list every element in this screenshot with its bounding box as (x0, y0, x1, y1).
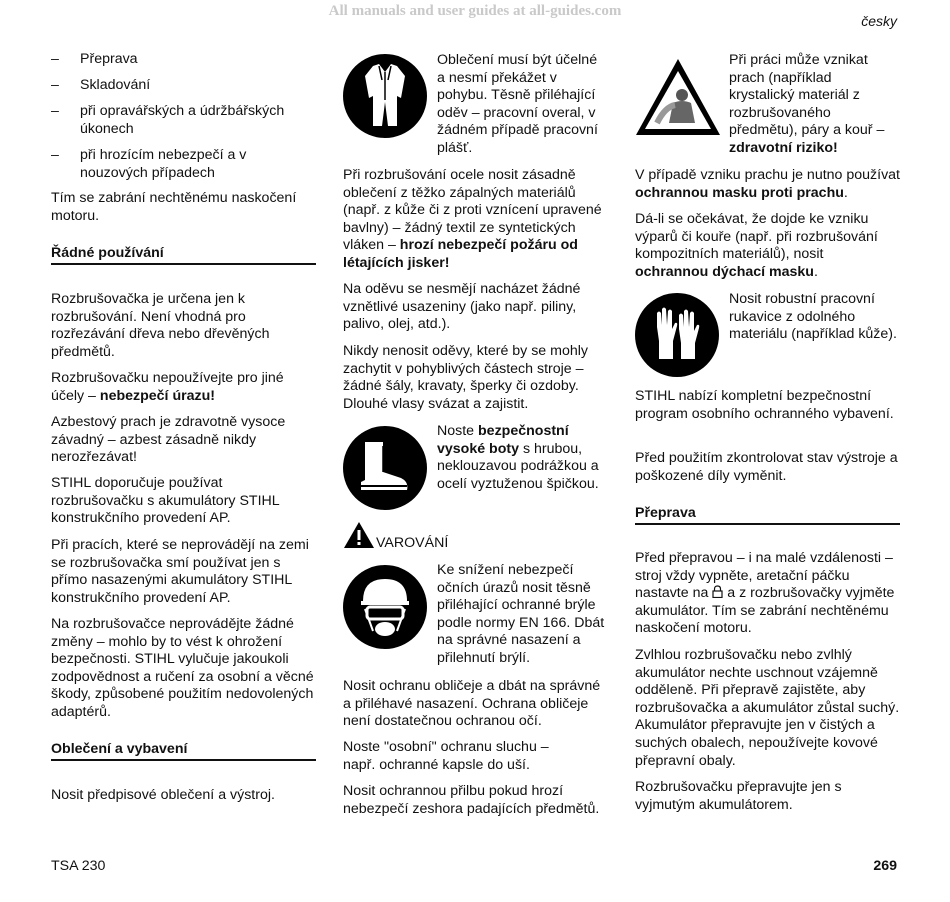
paragraph: Při pracích, které se neprovádějí na zemi se rozbrušovačka smí používat jen s přímo nasazenými akumulátory STIHL konstrukčního provedení AP. (51, 537, 309, 606)
paragraph: Nosit ochrannou přilbu pokud hrozí nebezpečí zeshora padajících předmětů. (343, 783, 600, 817)
language-label: česky (861, 13, 897, 29)
safety-boots-icon (343, 426, 427, 510)
paragraph: Rozbrušovačku nepoužívejte pro jiné účely – nebezpečí úrazu! (51, 370, 284, 404)
heading-rule (635, 523, 900, 525)
lock-icon (712, 585, 723, 598)
paragraph: Nikdy nenosit oděvy, které by se mohly zachytit v pohyblivých částech stroje – žádné šály, kravaty, šperky či ozdoby. Dlouhé vlasy svázat a zajistit. (343, 343, 588, 412)
paragraph: Noste "osobní" ochranu sluchu – např. ochranné kapsle do uší. (343, 739, 549, 773)
page-number: 269 (873, 858, 897, 874)
watermark: All manuals and user guides at all-guides.com (328, 3, 622, 19)
paragraph: Při rozbrušování ocele nosit zásadně oblečení z těžko zápalných materiálů (např. z kůže či z proti vznícení upravené bavlny) – žádný textil ze syntetických vláken – hrozí nebezpečí požáru od létajících jisker! (343, 167, 602, 271)
warning-label: VAROVÁNÍ (376, 535, 449, 551)
paragraph: Před použitím zkontrolovat stav výstroje a poškozené díly vyměnit. (635, 450, 898, 484)
heading-rule (51, 759, 316, 761)
section-heading-use: Řádné používání (51, 245, 164, 261)
paragraph: Na rozbrušovačce neprovádějte žádné změny – mohlo by to vést k ohrožení bezpečnosti. STIHL vylučuje jakoukoli zodpovědnost a ručení za osobní a věcné škody, způsobené použitím nedovolených adaptérů. (51, 616, 314, 720)
paragraph: Azbestový prach je zdravotně vysoce závadný – azbest zásadně nikdy nerozřezávat! (51, 414, 286, 466)
paragraph: Dá-li se očekávat, že dojde ke vzniku výparů či kouře (např. při rozbrušování kompozitních materiálů), nosit ochrannou dýchací masku. (635, 211, 878, 280)
paragraph: Při práci může vznikat prach (například krystalický materiál z rozbrušovaného předmětu), páry a kouř – zdravotní riziko! (729, 52, 885, 156)
paragraph: Nosit předpisové oblečení a výstroj. (51, 787, 275, 803)
paragraph: Před přepravou – i na malé vzdálenosti – stroj vždy vypněte, aretační páčku nastavte na a z rozbrušovačky vyjměte akumulátor. Tím se zabrání nechtěnému naskočení motoru. (635, 550, 895, 637)
dust-hazard-icon (635, 57, 721, 137)
section-heading-clothing: Oblečení a vybavení (51, 741, 188, 757)
paragraph: Rozbrušovačka je určena jen k rozbrušování. Není vhodná pro rozřezávání dřeva nebo dřevěných předmětů. (51, 291, 270, 360)
heading-rule (51, 263, 316, 265)
paragraph: Nosit robustní pracovní rukavice z odolného materiálu (například kůže). (729, 291, 897, 343)
paragraph: Noste bezpečnostní vysoké boty s hrubou, neklouzavou podrážkou a ocelí vyztuženou špičkou. (437, 423, 599, 492)
gloves-icon (635, 293, 719, 377)
paragraph: Na oděvu se nesmějí nacházet žádné vznětlivé usazeniny (jako např. piliny, palivo, olej, atd.). (343, 281, 581, 333)
paragraph: Rozbrušovačku přepravujte jen s vyjmutým akumulátorem. (635, 779, 842, 813)
paragraph: Zvlhlou rozbrušovačku nebo zvlhlý akumulátor nechte uschnout vzájemně odděleně. Při přepravě zajistěte, aby rozbrušovačka a akumulátor zůstal suchý. Akumulátor přepravujte jen v čistých a suchých obalech, nepoužívejte kovové přepravní obaly. (635, 647, 900, 769)
section-heading-transport: Přeprava (635, 505, 696, 521)
warning-triangle-icon (343, 521, 375, 549)
paragraph: STIHL doporučuje používat rozbrušovačku s akumulátory STIHL konstrukčního provedení AP. (51, 475, 280, 527)
paragraph: Oblečení musí být účelné a nesmí překážet v pohybu. Těsně přiléhající oděv – pracovní overal, v žádném případě pracovní plášť. (437, 52, 598, 156)
paragraph: Tím se zabrání nechtěnému naskočení motoru. (51, 190, 297, 224)
paragraph: Ke snížení nebezpečí očních úrazů nosit těsně přiléhající ochranné brýle podle normy EN 166. Dbát na správné nasazení a přilehnutí brýlí. (437, 562, 605, 666)
protective-overall-icon (343, 54, 427, 138)
footer-model: TSA 230 (51, 858, 106, 874)
face-protection-icon (343, 565, 427, 649)
paragraph: STIHL nabízí kompletní bezpečnostní program osobního ochranného vybavení. (635, 388, 894, 422)
paragraph: V případě vzniku prachu je nutno používat ochrannou masku proti prachu. (635, 167, 901, 201)
paragraph: Nosit ochranu obličeje a dbát na správné a přiléhavé nasazení. Ochrana obličeje není dostatečnou ochranou očí. (343, 678, 601, 730)
